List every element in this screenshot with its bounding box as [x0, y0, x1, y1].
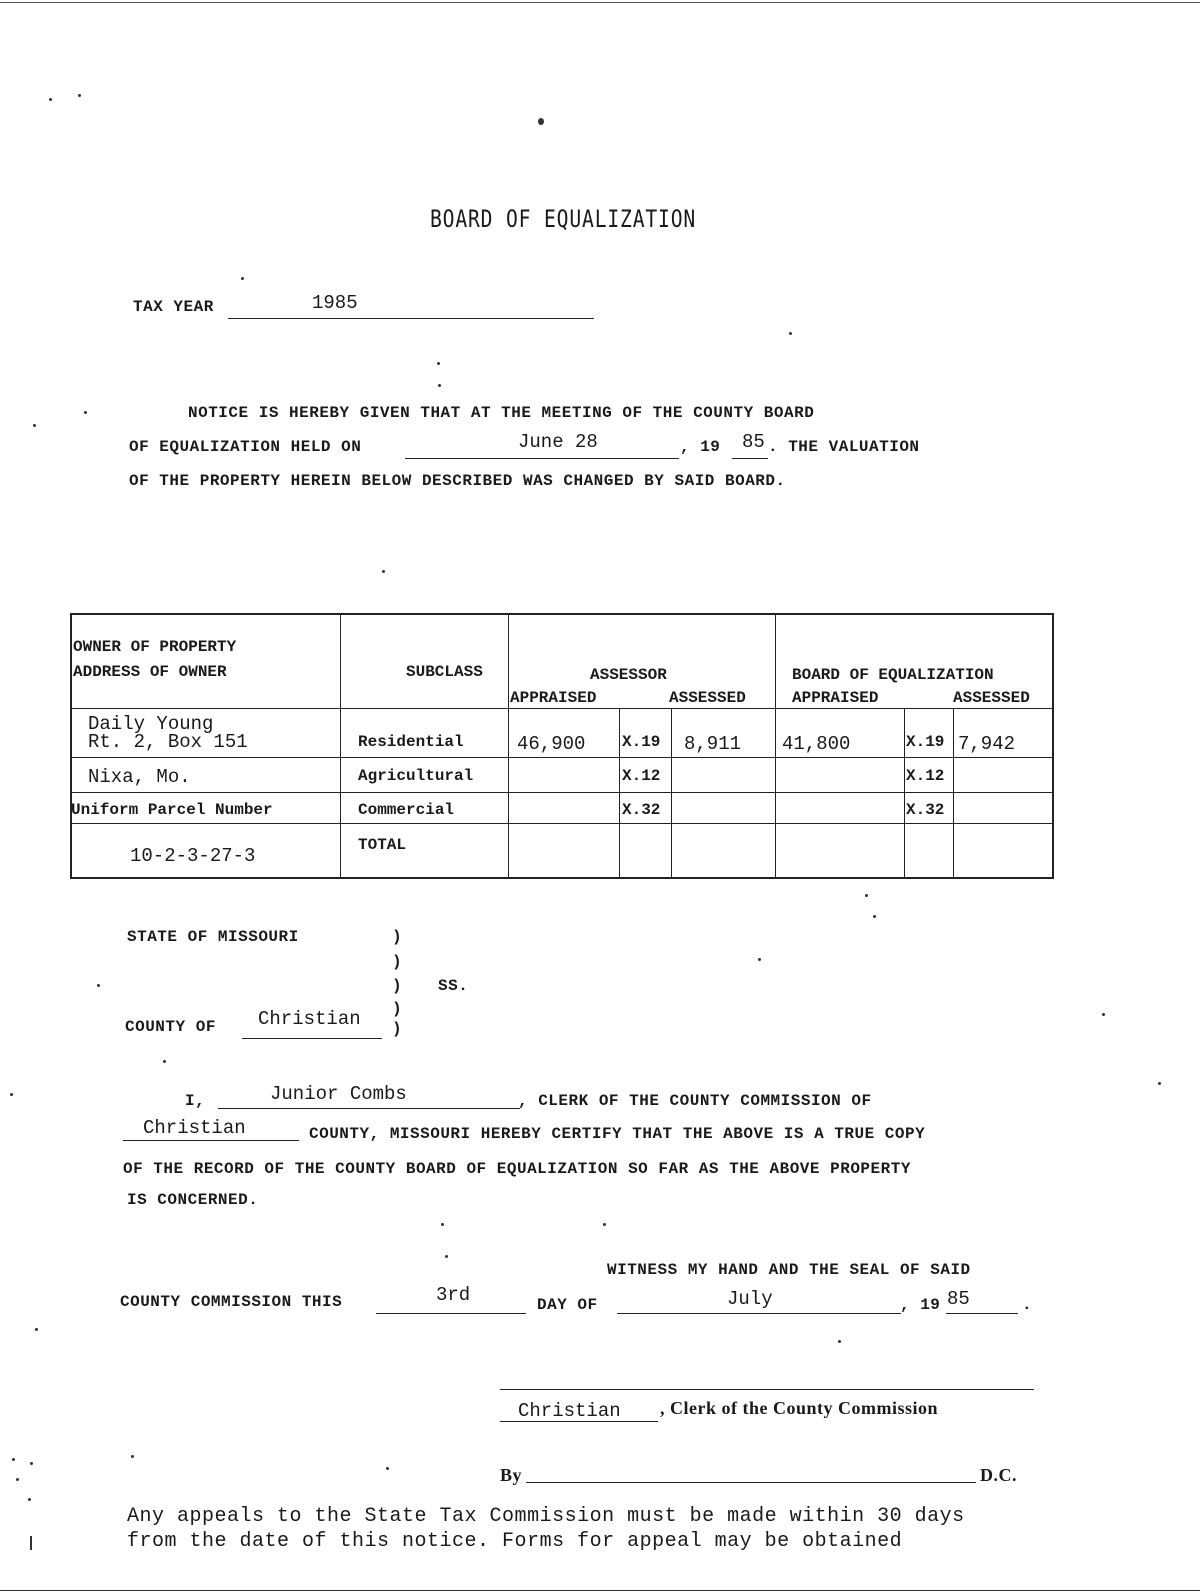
table-divider — [671, 708, 672, 879]
tax-year-value: 1985 — [312, 292, 358, 314]
row-subclass-residential: Residential — [358, 733, 464, 751]
header-assessor-assessed: ASSESSED — [669, 689, 746, 707]
assessor-rate-agricultural: X.12 — [622, 767, 661, 785]
signature-county-value: Christian — [518, 1400, 621, 1422]
clerk-name-value: Junior Combs — [270, 1083, 407, 1105]
venue-paren: ) — [392, 1000, 403, 1018]
venue-paren: ) — [392, 953, 403, 971]
scan-speck — [10, 1093, 13, 1096]
notice-line-2-prefix: OF EQUALIZATION HELD ON — [129, 438, 362, 456]
notice-line-2-suffix: . THE VALUATION — [768, 438, 920, 456]
header-board-appraised: APPRAISED — [792, 689, 879, 707]
venue-county-label: COUNTY OF — [125, 1018, 216, 1036]
scan-speck — [445, 1255, 448, 1258]
scan-speck — [386, 1467, 389, 1470]
scan-speck — [538, 118, 544, 125]
scan-speck — [131, 1455, 134, 1458]
witness-end: . — [1022, 1296, 1033, 1314]
tax-year-underline — [228, 318, 594, 319]
scan-speck — [16, 1478, 19, 1481]
venue-state: STATE OF MISSOURI — [127, 928, 299, 946]
table-divider — [508, 613, 509, 879]
witness-line-1: WITNESS MY HAND AND THE SEAL OF SAID — [607, 1261, 971, 1279]
row-subclass-commercial: Commercial — [358, 801, 455, 819]
dc-label: D.C. — [980, 1465, 1017, 1485]
footer-line-1: Any appeals to the State Tax Commission must be made within 30 days — [127, 1505, 965, 1528]
scan-speck — [35, 1328, 38, 1331]
scan-top-edge — [0, 2, 1200, 3]
month-underline — [617, 1313, 901, 1314]
tax-year-label: TAX YEAR — [133, 298, 214, 316]
table-rule — [70, 823, 1054, 824]
scan-speck — [1102, 1013, 1105, 1016]
scan-speck — [382, 570, 385, 573]
assessor-assessed-residential: 8,911 — [684, 733, 742, 755]
header-assessor: ASSESSOR — [590, 666, 667, 684]
witness-year-value: 85 — [947, 1288, 970, 1310]
cert-line-4: IS CONCERNED. — [127, 1191, 259, 1209]
assessor-rate-commercial: X.32 — [622, 801, 661, 819]
table-divider — [619, 708, 620, 879]
scan-speck — [789, 332, 792, 335]
row-subclass-agricultural: Agricultural — [358, 767, 474, 785]
board-assessed-residential: 7,942 — [958, 733, 1016, 755]
parcel-number: 10-2-3-27-3 — [130, 845, 256, 867]
notice-year-value: 85 — [742, 431, 765, 453]
scan-speck — [438, 384, 441, 387]
by-underline — [526, 1482, 976, 1483]
table-divider — [775, 613, 776, 879]
row-total: TOTAL — [358, 836, 407, 854]
cert-county-value: Christian — [143, 1117, 246, 1139]
witness-year-prefix: , 19 — [900, 1296, 941, 1314]
notice-line-3: OF THE PROPERTY HEREIN BELOW DESCRIBED WAS CHANGED BY SAID BOARD. — [129, 472, 786, 490]
scan-bottom-line — [0, 1590, 1200, 1591]
witness-year-underline — [946, 1313, 1018, 1314]
venue-paren: ) — [392, 928, 403, 946]
scan-speck — [603, 1223, 606, 1226]
scan-speck — [873, 915, 876, 918]
scan-speck — [30, 1536, 32, 1550]
scan-speck — [758, 958, 761, 961]
assessor-rate-residential: X.19 — [622, 733, 661, 751]
notice-year-prefix: , 19 — [680, 438, 721, 456]
cert-line-1-suffix: , CLERK OF THE COUNTY COMMISSION OF — [518, 1092, 872, 1110]
header-owner: OWNER OF PROPERTY — [73, 638, 237, 656]
scan-speck — [28, 1498, 31, 1501]
scan-speck — [865, 894, 868, 897]
venue-paren: ) — [392, 977, 403, 995]
notice-line-1: NOTICE IS HEREBY GIVEN THAT AT THE MEETING OF THE COUNTY BOARD — [188, 404, 815, 422]
venue-county-underline — [242, 1038, 382, 1039]
scan-speck — [437, 362, 440, 365]
scan-speck — [33, 424, 36, 427]
day-of-label: DAY OF — [537, 1296, 598, 1314]
venue-ss: SS. — [438, 977, 469, 995]
header-board-assessed: ASSESSED — [953, 689, 1030, 707]
cert-county-underline — [123, 1140, 299, 1141]
header-board: BOARD OF EQUALIZATION — [792, 666, 994, 684]
table-divider — [904, 708, 905, 879]
cert-line-2-suffix: COUNTY, MISSOURI HEREBY CERTIFY THAT THE ABOVE IS A TRUE COPY — [309, 1125, 926, 1143]
scan-speck — [441, 1223, 444, 1226]
meeting-date-value: June 28 — [518, 431, 598, 453]
day-value: 3rd — [436, 1284, 471, 1306]
scan-speck — [97, 984, 100, 987]
table-divider — [340, 613, 341, 879]
scan-speck — [78, 94, 81, 97]
board-rate-residential: X.19 — [906, 733, 945, 751]
scan-speck — [1158, 1082, 1161, 1085]
scan-speck — [163, 1060, 166, 1063]
notice-year-underline — [732, 458, 768, 459]
cert-line-3: OF THE RECORD OF THE COUNTY BOARD OF EQUALIZATION SO FAR AS THE ABOVE PROPERTY — [123, 1160, 911, 1178]
table-rule — [70, 757, 1054, 758]
meeting-date-underline — [405, 458, 679, 459]
day-underline — [376, 1313, 526, 1314]
footer-line-2: from the date of this notice. Forms for appeal may be obtained — [127, 1530, 903, 1553]
scan-speck — [12, 1458, 15, 1461]
cert-i-label: I, — [185, 1092, 206, 1110]
table-divider — [953, 708, 954, 879]
signature-clerk-label: , Clerk of the County Commission — [660, 1398, 939, 1418]
clerk-name-underline — [218, 1108, 520, 1109]
header-assessor-appraised: APPRAISED — [510, 689, 597, 707]
month-value: July — [727, 1288, 773, 1310]
header-address: ADDRESS OF OWNER — [73, 663, 227, 681]
board-rate-commercial: X.32 — [906, 801, 945, 819]
assessor-appraised-residential: 46,900 — [517, 733, 586, 755]
header-subclass: SUBCLASS — [406, 663, 483, 681]
commission-label: COUNTY COMMISSION THIS — [120, 1293, 343, 1311]
scan-speck — [49, 98, 52, 101]
scan-speck — [84, 411, 87, 414]
table-rule — [70, 792, 1054, 793]
signature-top-line — [500, 1389, 1034, 1390]
venue-county-value: Christian — [258, 1008, 361, 1030]
owner-address-1: Rt. 2, Box 151 — [88, 731, 248, 753]
owner-name: Daily Young — [88, 713, 214, 735]
document-title: BOARD OF EQUALIZATION — [430, 205, 697, 233]
owner-address-2: Nixa, Mo. — [88, 766, 191, 788]
by-label: By — [500, 1465, 523, 1485]
board-appraised-residential: 41,800 — [782, 733, 851, 755]
table-rule — [70, 708, 1054, 709]
venue-paren: ) — [392, 1020, 403, 1038]
board-rate-agricultural: X.12 — [906, 767, 945, 785]
signature-county-underline — [500, 1421, 658, 1422]
parcel-label: Uniform Parcel Number — [71, 801, 273, 819]
scan-speck — [30, 1462, 33, 1465]
scan-speck — [241, 277, 244, 280]
scan-speck — [838, 1340, 841, 1343]
